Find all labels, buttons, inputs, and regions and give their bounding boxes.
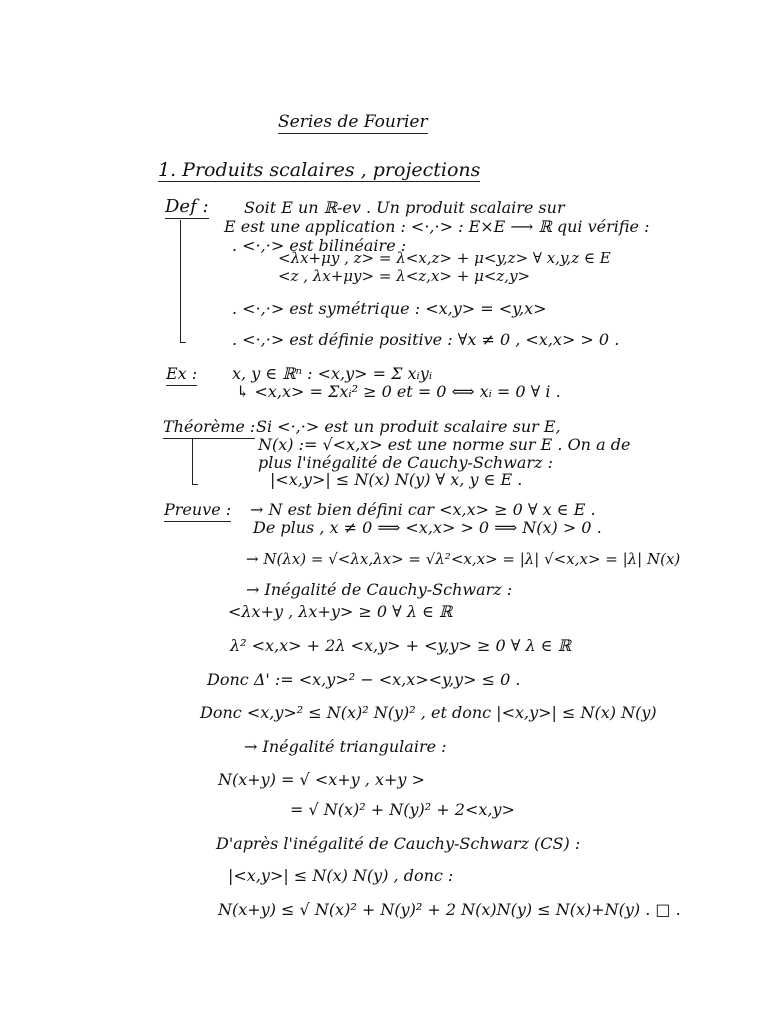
definition-label: Def : xyxy=(165,196,209,217)
definition-bracket-end xyxy=(180,342,186,343)
proof-label: Preuve : xyxy=(164,500,231,522)
definition-line: . <·,·> est symétrique : <x,y> = <y,x> xyxy=(232,299,547,318)
definition-line: . <·,·> est définie positive : ∀x ≠ 0 , <x,x> > 0 . xyxy=(232,330,620,349)
definition-bracket xyxy=(180,220,181,342)
example-line: x, y ∈ ℝⁿ : <x,y> = Σ xᵢyᵢ xyxy=(232,364,433,383)
proof-line: → Inégalité triangulaire : xyxy=(244,737,447,756)
example-label: Ex : xyxy=(166,364,197,386)
theorem-bracket xyxy=(192,438,193,484)
page-title: Series de Fourier xyxy=(278,112,428,132)
proof-line: <λx+y , λx+y> ≥ 0 ∀ λ ∈ ℝ xyxy=(228,602,453,621)
theorem-line: |<x,y>| ≤ N(x) N(y) ∀ x, y ∈ E . xyxy=(270,470,523,489)
proof-line: N(x+y) = √ <x+y , x+y > xyxy=(218,770,425,789)
definition-line: <λx+μy , z> = λ<x,z> + μ<y,z> ∀ x,y,z ∈ E xyxy=(278,249,611,267)
example-line: ↳ <x,x> = Σxᵢ² ≥ 0 et = 0 ⟺ xᵢ = 0 ∀ i . xyxy=(236,382,561,401)
theorem-line: plus l'inégalité de Cauchy-Schwarz : xyxy=(258,453,553,472)
proof-line: → N(λx) = √<λx,λx> = √λ²<x,x> = |λ| √<x,x> = |λ| N(x) xyxy=(246,550,681,568)
proof-line: → N est bien défini car <x,x> ≥ 0 ∀ x ∈ E . xyxy=(250,500,596,519)
theorem-line: Si <·,·> est un produit scalaire sur E, xyxy=(256,417,561,436)
proof-line: De plus , x ≠ 0 ⟹ <x,x> > 0 ⟹ N(x) > 0 . xyxy=(253,518,602,537)
definition-line: Soit E un ℝ-ev . Un produit scalaire sur xyxy=(244,198,565,217)
theorem-line: N(x) := √<x,x> est une norme sur E . On a de xyxy=(258,435,631,454)
proof-line: D'après l'inégalité de Cauchy-Schwarz (CS) : xyxy=(216,834,581,853)
theorem-label: Théorème : xyxy=(163,417,255,439)
theorem-bracket-end xyxy=(192,484,198,485)
proof-line: |<x,y>| ≤ N(x) N(y) , donc : xyxy=(228,866,454,885)
proof-line: → Inégalité de Cauchy-Schwarz : xyxy=(246,580,513,599)
definition-line: <z , λx+μy> = λ<z,x> + μ<z,y> xyxy=(278,267,531,285)
proof-line: N(x+y) ≤ √ N(x)² + N(y)² + 2 N(x)N(y) ≤ N(x)+N(y) . □ . xyxy=(218,900,681,919)
definition-line: E est une application : <·,·> : E×E ⟶ ℝ qui vérifie : xyxy=(224,217,650,236)
proof-line: = √ N(x)² + N(y)² + 2<x,y> xyxy=(290,800,515,819)
definition-line: . <·,·> est bilinéaire : xyxy=(232,236,407,255)
proof-line: Donc Δ' := <x,y>² − <x,x><y,y> ≤ 0 . xyxy=(207,670,521,689)
proof-line: Donc <x,y>² ≤ N(x)² N(y)² , et donc |<x,y>| ≤ N(x) N(y) xyxy=(200,703,657,722)
proof-line: λ² <x,x> + 2λ <x,y> + <y,y> ≥ 0 ∀ λ ∈ ℝ xyxy=(230,636,571,655)
section-heading: 1. Produits scalaires , projections xyxy=(158,159,481,181)
